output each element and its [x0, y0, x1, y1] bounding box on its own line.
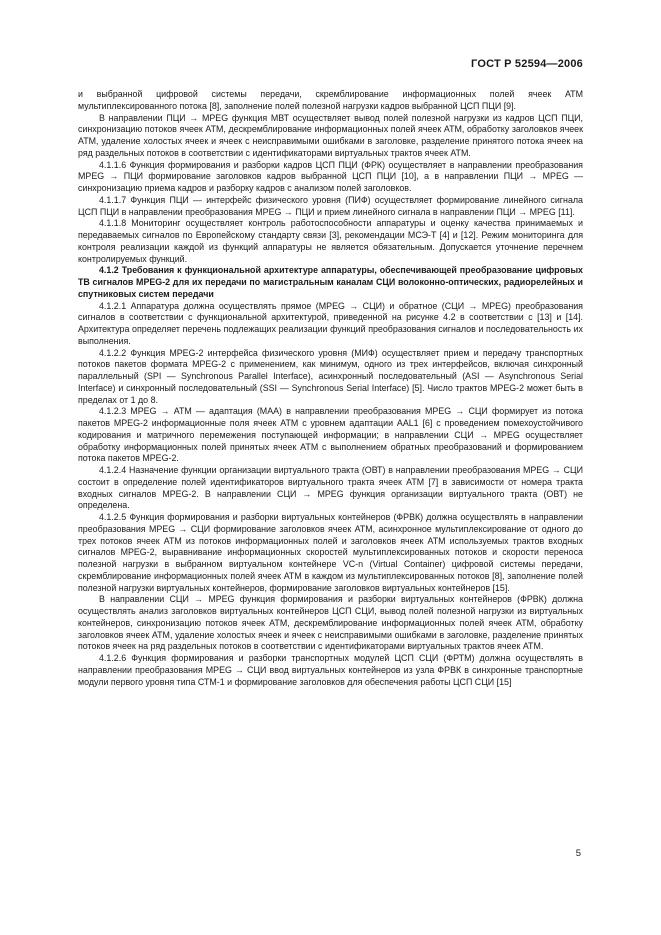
paragraph: В направлении ПЦИ → MPEG функция МВТ осуществляет вывод полей полезной нагрузки из кадров ЦСП ПЦИ, синхронизацию потоков ячеек АТМ, дескремблирование информационных полей ячеек АТМ, обработку заголовков ячеек АТМ, удаление холостых ячеек и ячеек с неисправимыми ошибками в заголовке, разделение принятого потока ячеек на ряд раздельных потоков в соответствии с идентификаторами виртуальных трактов ячеек АТМ.: [78, 112, 583, 158]
page-number: 5: [575, 848, 581, 859]
paragraph: В направлении СЦИ → MPEG функция формирования и разборки виртуальных контейнеров (ФРВК) должна осуществлять анализ заголовков виртуальных контейнеров ЦСП СЦИ, вывод полей полезной нагрузки из виртуальных контейнеров, синхронизацию потоков ячеек АТМ, дескремблирование информационных полей ячеек АТМ, обработку заголовков ячеек АТМ, удаление холостых ячеек и ячеек с неисправимыми ошибками в заголовке, разделение принятых потоков ячеек на ряд раздельных потоков в соответствии с идентификаторами виртуальных трактов ячеек АТМ.: [78, 594, 583, 652]
standard-header: ГОСТ Р 52594—2006: [471, 58, 583, 70]
paragraph-4-1-1-7: 4.1.1.7 Функция ПЦИ — интерфейс физического уровня (ПИФ) осуществляет формирование линейного сигнала ЦСП ПЦИ в направлении преобразования MPEG → ПЦИ и прием линейного сигнала в направлении ПЦИ → MPEG [11].: [78, 194, 583, 217]
paragraph-4-1-2-5: 4.1.2.5 Функция формирования и разборки виртуальных контейнеров (ФРВК) должна осуществлять в направлении преобразования MPEG → СЦИ формирование заголовков ячеек АТМ, асинхронное мультиплексирование от одного до трех потоков ячеек АТМ из потоков информационных полей и заголовков ячеек АТМ используемых трактов входных сигналов MPEG-2, выравнивание информационных скоростей мультиплексированных потоков и скорости переноса полезной нагрузки в выбранном виртуальном контейнере VC-n (Virtual Container) цифровой системы передачи, скремблирование информационных полей ячеек АТМ в каждом из мультиплексированных потоков [8], заполнение полей полезной нагрузки виртуальных контейнеров, формирование заголовков виртуальных контейнеров [15].: [78, 512, 583, 593]
paragraph-4-1-2-2: 4.1.2.2 Функция MPEG-2 интерфейса физического уровня (МИФ) осуществляет прием и передачу транспортных потоков пакетов формата MPEG-2 с применением, как минимум, одного из трех интерфейсов, включая синхронный параллельный (SPI — Synchronous Parallel Interface), асинхронный последовательный (ASI — Asynchronous Serial Interface) и синхронный последовательный (SSI — Synchronous Serial Interface) [5]. Число трактов MPEG-2 может быть в пределах от 1 до 8.: [78, 347, 583, 405]
section-heading-4-1-2: 4.1.2 Требования к функциональной архитектуре аппаратуры, обеспечивающей преобразование цифровых ТВ сигналов MPEG-2 для их передачи по магистральным каналам СЦИ волоконно-оптических, радиорелейных и спутниковых систем передачи: [78, 265, 583, 299]
paragraph-4-1-2-3: 4.1.2.3 MPEG → АТМ — адаптация (МАА) в направлении преобразования MPEG → СЦИ формирует из потока пакетов MPEG-2 информационные поля ячеек АТМ с уровнем адаптации AAL1 [6] с проведением помехоустойчивого кодирования и матричного перемежения поступающей информации; в направлении СЦИ → MPEG осуществляет обработку информационных полей принятых ячеек АТМ с выполнением обратных преобразований и формированием потока пакетов MPEG-2.: [78, 406, 583, 464]
paragraph-4-1-1-6: 4.1.1.6 Функция формирования и разборки кадров ЦСП ПЦИ (ФРК) осуществляет в направлении преобразования MPEG → ПЦИ формирование заголовков кадров выбранной ЦСП ПЦИ [10], а в направлении ПЦИ → MPEG — синхронизацию приема кадров и разборку кадров с анализом полей заголовков.: [78, 159, 583, 193]
paragraph-4-1-1-8: 4.1.1.8 Мониторинг осуществляет контроль работоспособности аппаратуры и оценку качества принимаемых и передаваемых сигналов по Европейскому стандарту связи [3], рекомендации МСЭ-Т [4] и [12]. Режим мониторинга для контроля реализации каждой из функций аппаратуры не является обязательным. Допускается уточнение перечнем контролируемых функций.: [78, 218, 583, 264]
paragraph-4-1-2-6: 4.1.2.6 Функция формирования и разборки транспортных модулей ЦСП СЦИ (ФРТМ) должна осуществлять в направлении преобразования MPEG → СЦИ ввод виртуальных контейнеров из узла ФРВК в синхронные транспортные модули первого уровня типа СТМ-1 и формирование заголовков для обеспечения работы ЦСП СЦИ [15]: [78, 653, 583, 687]
paragraph-4-1-2-1: 4.1.2.1 Аппаратура должна осуществлять прямое (MPEG → СЦИ) и обратное (СЦИ → MPEG) преобразования сигналов в соответствии с функциональной архитектурой, приведенной на рисунке 4.2 в соответствии с [13] и [14]. Архитектура определяет перечень подлежащих реализации функций преобразования сигналов и последовательность их выполнения.: [78, 300, 583, 346]
paragraph-4-1-2-4: 4.1.2.4 Назначение функции организации виртуального тракта (ОВТ) в направлении преобразования MPEG → СЦИ состоит в определение полей идентификаторов виртуального тракта ячеек АТМ [7] в зависимости от номера тракта входных сигналов MPEG-2. В направлении СЦИ → MPEG функция организации виртуального тракта (ОВТ) не определена.: [78, 465, 583, 511]
paragraph: и выбранной цифровой системы передачи, скремблирование информационных полей ячеек АТМ мультиплексированного потока [8], заполнение полей полезной нагрузки кадров выбранной ЦСП ПЦИ [9].: [78, 89, 583, 111]
document-body: [78, 89, 583, 688]
